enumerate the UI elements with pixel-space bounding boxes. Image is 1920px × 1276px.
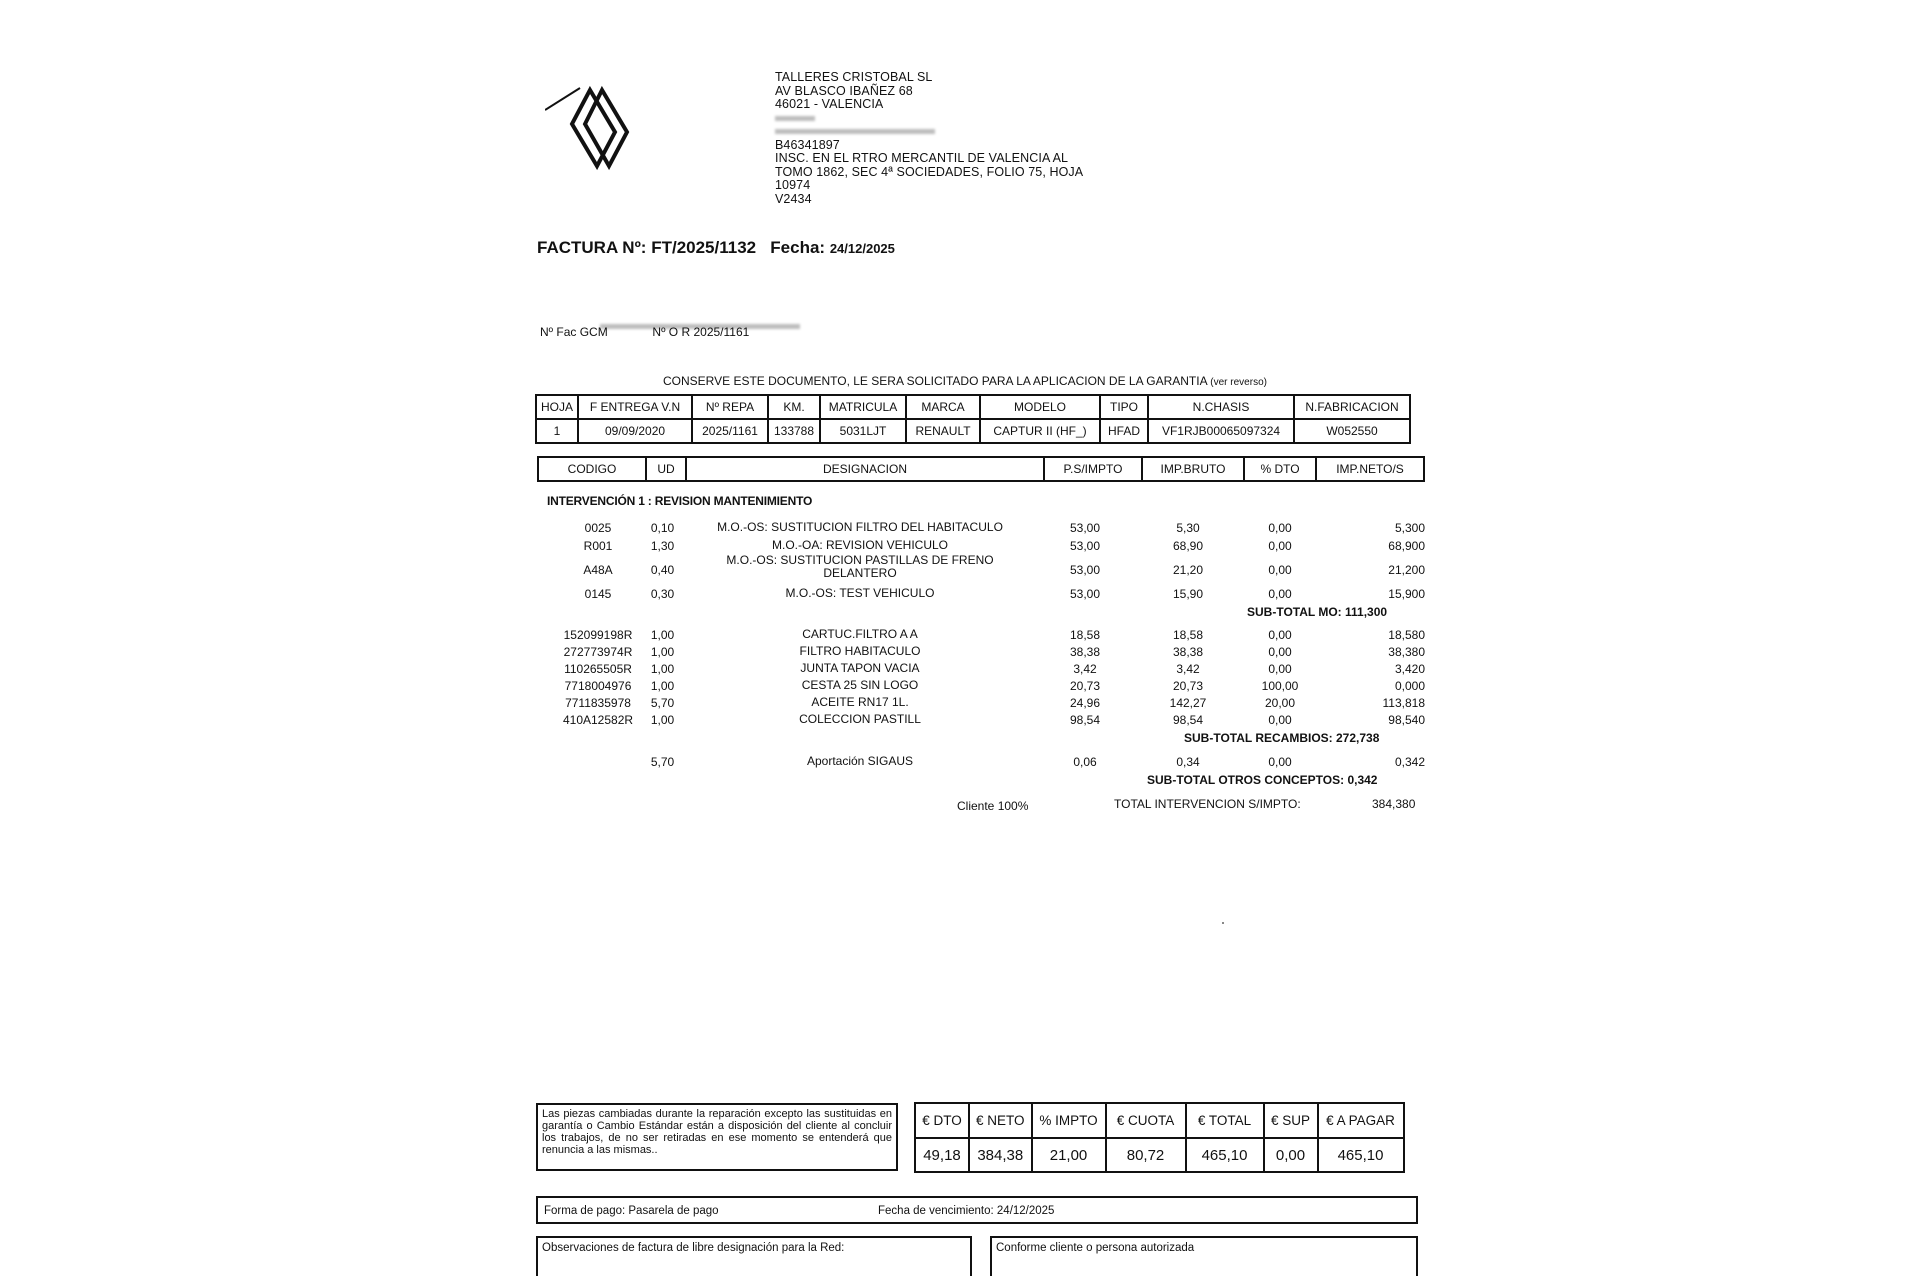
cell-discount: 0,00: [1268, 628, 1292, 642]
cell-price: 20,73: [1069, 679, 1101, 693]
cell-ud: 1,00: [650, 662, 675, 676]
cell-ud: 1,00: [650, 713, 675, 727]
lines-header: [537, 456, 1425, 482]
table-row: [0, 539, 1920, 553]
invoice-date: 24/12/2025: [829, 241, 895, 256]
renault-logo-icon: [545, 80, 655, 180]
header-cell: TIPO: [1100, 395, 1148, 419]
cell-ud: 1,00: [650, 645, 675, 659]
value-cell: 5031LJT: [820, 419, 906, 443]
value-cell: HFAD: [1100, 419, 1148, 443]
value-cell: 1: [536, 419, 578, 443]
cell-gross: 18,58: [1172, 628, 1204, 642]
totals-header: € DTO: [915, 1103, 969, 1138]
cell-gross: 5,30: [1176, 521, 1200, 535]
cell-ud: 5,70: [650, 696, 675, 710]
cell-net: 15,900: [1388, 587, 1425, 601]
client-signature-box: [990, 1236, 1418, 1276]
cell-gross: 0,34: [1176, 755, 1200, 769]
cell-designation: JUNTA TAPON VACIA: [800, 661, 920, 675]
tax-amount: 80,72: [1106, 1138, 1186, 1172]
cell-designation: M.O.-OS: SUSTITUCION FILTRO DEL HABITACULO: [717, 520, 1003, 534]
subtotal-mo: SUB-TOTAL MO: 111,300: [1247, 605, 1388, 619]
cell-code: 0025: [584, 521, 612, 535]
company-info: [775, 71, 1083, 206]
cell-discount: 0,00: [1268, 539, 1292, 553]
cell-net: 98,540: [1388, 713, 1425, 727]
cell-price: 98,54: [1069, 713, 1101, 727]
table-row: [0, 645, 1920, 659]
payment-method: Forma de pago: Pasarela de pago: [544, 1205, 719, 1217]
cell-net: 21,200: [1388, 563, 1425, 577]
totals-header-row: [915, 1103, 1404, 1138]
cell-gross: 21,20: [1172, 563, 1204, 577]
cell-code: 110265505R: [564, 662, 632, 676]
value-cell: 09/09/2020: [578, 419, 692, 443]
cell-designation: Aportación SIGAUS: [806, 754, 914, 768]
total-intervention-label: TOTAL INTERVENCION S/IMPTO:: [1114, 797, 1301, 811]
company-address: AV BLASCO IBAÑEZ 68: [775, 83, 913, 98]
header-cell: N.CHASIS: [1148, 395, 1294, 419]
notice-text: CONSERVE ESTE DOCUMENTO, LE SERA SOLICITADO PARA LA APLICACION DE LA GARANTIA: [663, 374, 1207, 388]
company-registry: TOMO 1862, SEC 4ª SOCIEDADES, FOLIO 75, HOJA: [775, 164, 1084, 179]
cell-net: 38,380: [1388, 645, 1425, 659]
value-cell: W052550: [1294, 419, 1410, 443]
cell-ud: 5,70: [650, 755, 675, 769]
vehicle-value-row: [536, 419, 1410, 443]
table-row: [0, 713, 1920, 727]
table-row: [0, 679, 1920, 693]
company-name: TALLERES CRISTOBAL SL: [775, 70, 933, 84]
value-cell: 2025/1161: [692, 419, 768, 443]
amount-due: 465,10: [1318, 1138, 1404, 1172]
vehicle-table: [535, 394, 1411, 444]
value-cell: RENAULT: [906, 419, 980, 443]
cell-discount: 0,00: [1268, 521, 1292, 535]
table-row: [0, 755, 1920, 769]
cell-discount: 100,00: [1261, 679, 1299, 693]
cell-designation: COLECCION PASTILL: [799, 712, 921, 726]
nor-label: Nº O R: [652, 325, 691, 339]
cell-gross: 142,27: [1169, 696, 1207, 710]
col-header: P.S/IMPTO: [1044, 457, 1142, 481]
table-row: [0, 553, 1920, 580]
totals-header: € TOTAL: [1186, 1103, 1264, 1138]
cell-code: 272773974R: [563, 645, 633, 659]
cell-net: 0,000: [1394, 679, 1425, 693]
total-net: 384,38: [969, 1138, 1032, 1172]
cell-gross: 20,73: [1172, 679, 1204, 693]
cell-net: 113,818: [1382, 696, 1425, 710]
cell-price: 18,58: [1069, 628, 1101, 642]
cell-net: 0,342: [1394, 755, 1425, 769]
header-cell: N.FABRICACION: [1294, 395, 1410, 419]
nfac-label: Nº Fac GCM: [540, 325, 608, 339]
cell-discount: 0,00: [1268, 587, 1292, 601]
cell-ud: 1,30: [650, 539, 675, 553]
invoice-number-label: FACTURA Nº:: [537, 238, 647, 257]
header-cell: F ENTREGA V.N: [578, 395, 692, 419]
col-header: IMP.NETO/S: [1316, 457, 1424, 481]
order-refs: [540, 325, 749, 339]
cell-ud: 0,30: [650, 587, 675, 601]
totals-header: € A PAGAR: [1318, 1103, 1404, 1138]
cell-price: 0,06: [1073, 755, 1097, 769]
cell-designation: M.O.-OA: REVISION VEHICULO: [771, 538, 949, 552]
cell-code: 410A12582R: [562, 713, 634, 727]
cell-discount: 0,00: [1268, 755, 1292, 769]
value-cell: VF1RJB00065097324: [1148, 419, 1294, 443]
legal-note: Las piezas cambiadas durante la reparación excepto las sustituidas en garantía o Cambio Estándar están a disposición del cliente al concluir los trabajos, de no ser retiradas en ese momento se entenderá que renuncia a las mismas..: [536, 1103, 898, 1171]
invoice-date-label: Fecha:: [770, 238, 826, 257]
nor-value: 2025/1161: [693, 325, 750, 339]
header-cell: MODELO: [980, 395, 1100, 419]
cell-gross: 15,90: [1172, 587, 1204, 601]
cell-price: 53,00: [1069, 563, 1101, 577]
cell-price: 38,38: [1069, 645, 1101, 659]
totals-header: € SUP: [1264, 1103, 1318, 1138]
cell-designation: CESTA 25 SIN LOGO: [801, 678, 919, 692]
subtotal-otros: SUB-TOTAL OTROS CONCEPTOS: 0,342: [1147, 773, 1378, 787]
company-registry: INSC. EN EL RTRO MERCANTIL DE VALENCIA AL: [775, 151, 1069, 165]
invoice-number: FT/2025/1132: [651, 238, 757, 257]
surcharge: 0,00: [1264, 1138, 1318, 1172]
header-cell: MARCA: [906, 395, 980, 419]
cell-discount: 20,00: [1264, 696, 1296, 710]
col-header: CODIGO: [538, 457, 646, 481]
cell-designation: ACEITE RN17 1L.: [811, 695, 909, 709]
company-cif: B46341897: [775, 137, 840, 152]
cell-code: R001: [583, 539, 613, 553]
total-discount: 49,18: [915, 1138, 969, 1172]
cell-gross: 3,42: [1176, 662, 1200, 676]
vehicle-header-row: [536, 395, 1410, 419]
header-cell: Nº REPA: [692, 395, 768, 419]
table-row: [0, 628, 1920, 642]
subtotal-recambios: SUB-TOTAL RECAMBIOS: 272,738: [1184, 731, 1380, 745]
notice-small: (ver reverso): [1210, 377, 1267, 388]
totals-value-row: [915, 1138, 1404, 1172]
value-cell: CAPTUR II (HF_): [980, 419, 1100, 443]
observations-box: [536, 1236, 972, 1276]
redacted-line: [775, 125, 1083, 139]
cell-price: 53,00: [1069, 521, 1101, 535]
cell-discount: 0,00: [1268, 662, 1292, 676]
company-city: 46021 - VALENCIA: [775, 97, 884, 111]
cell-net: 18,580: [1388, 628, 1425, 642]
total-amount: 465,10: [1186, 1138, 1264, 1172]
cell-designation: CARTUC.FILTRO A A: [802, 627, 918, 641]
scan-speck: [1222, 922, 1224, 924]
header-cell: MATRICULA: [820, 395, 906, 419]
table-row: [0, 521, 1920, 535]
cell-price: 24,96: [1069, 696, 1101, 710]
client-share: Cliente 100%: [957, 799, 1029, 813]
signature-label: Conforme cliente o persona autorizada: [996, 1242, 1195, 1254]
cell-code: 0145: [584, 587, 612, 601]
cell-gross: 38,38: [1172, 645, 1204, 659]
cell-code: A48A: [583, 563, 613, 577]
col-header: UD: [646, 457, 686, 481]
header-cell: KM.: [768, 395, 820, 419]
cell-price: 53,00: [1069, 539, 1101, 553]
cell-net: 5,300: [1394, 521, 1425, 535]
cell-ud: 1,00: [650, 679, 675, 693]
payment-row: [536, 1196, 1418, 1224]
cell-gross: 98,54: [1172, 713, 1204, 727]
totals-header: % IMPTO: [1032, 1103, 1106, 1138]
cell-ud: 0,40: [650, 563, 675, 577]
total-intervention-value: 384,380: [1372, 797, 1416, 811]
value-cell: 133788: [768, 419, 820, 443]
redacted-line: [775, 112, 1083, 126]
cell-code: 152099198R: [563, 628, 633, 642]
invoice-heading: [537, 238, 895, 258]
header-cell: HOJA: [536, 395, 578, 419]
col-header: % DTO: [1244, 457, 1316, 481]
company-registry: V2434: [775, 191, 812, 206]
observations-label: Observaciones de factura de libre designación para la Red:: [542, 1242, 845, 1254]
col-header: DESIGNACION: [686, 457, 1044, 481]
warranty-notice: [663, 374, 1267, 388]
cell-net: 68,900: [1388, 539, 1425, 553]
table-row: [0, 662, 1920, 676]
cell-price: 53,00: [1069, 587, 1101, 601]
cell-net: 3,420: [1394, 662, 1425, 676]
cell-code: 7718004976: [564, 679, 632, 693]
cell-ud: 0,10: [650, 521, 675, 535]
tax-rate: 21,00: [1032, 1138, 1106, 1172]
due-date: Fecha de vencimiento: 24/12/2025: [878, 1205, 1055, 1217]
cell-price: 3,42: [1073, 662, 1097, 676]
cell-designation: M.O.-OS: TEST VEHICULO: [785, 586, 935, 600]
cell-designation: M.O.-OS: SUSTITUCION PASTILLAS DE FRENO DELANTERO: [726, 553, 994, 580]
company-registry: 10974: [775, 178, 811, 192]
totals-table: [914, 1102, 1405, 1173]
table-row: [0, 696, 1920, 710]
cell-code: 7711835978: [565, 696, 631, 710]
totals-header: € NETO: [969, 1103, 1032, 1138]
cell-discount: 0,00: [1268, 563, 1292, 577]
cell-designation: FILTRO HABITACULO: [799, 644, 921, 658]
table-row: [0, 587, 1920, 601]
cell-discount: 0,00: [1268, 713, 1292, 727]
col-header: IMP.BRUTO: [1142, 457, 1244, 481]
totals-header: € CUOTA: [1106, 1103, 1186, 1138]
cell-discount: 0,00: [1268, 645, 1292, 659]
cell-ud: 1,00: [650, 628, 675, 642]
cell-gross: 68,90: [1172, 539, 1204, 553]
intervention-title: INTERVENCIÓN 1 : REVISION MANTENIMIENTO: [547, 494, 813, 508]
